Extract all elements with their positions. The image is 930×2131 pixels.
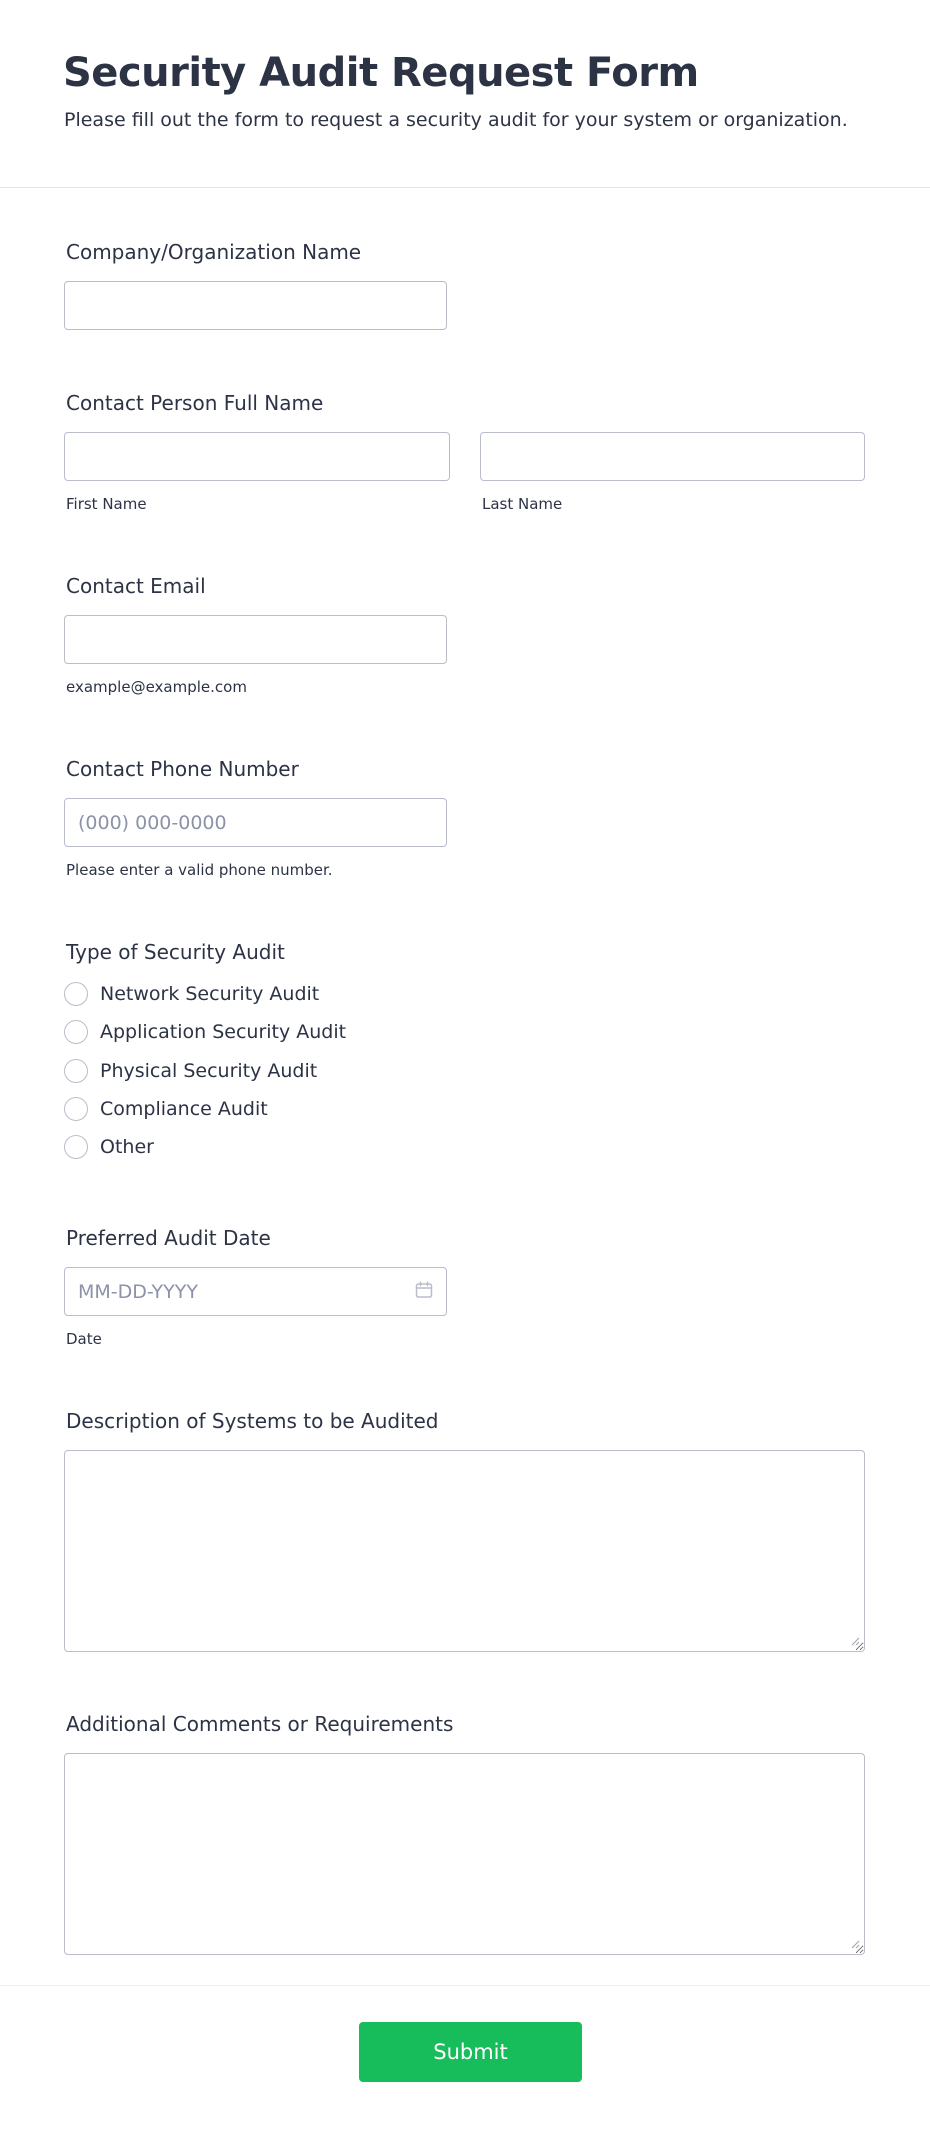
radio-option-label: Application Security Audit: [100, 1021, 347, 1043]
contact-phone-label: Contact Phone Number: [66, 757, 299, 781]
resize-handle-icon[interactable]: [850, 1939, 860, 1949]
audit-date-label: Preferred Audit Date: [66, 1226, 271, 1250]
last-name-sublabel: Last Name: [482, 495, 563, 513]
company-name-label: Company/Organization Name: [66, 240, 362, 264]
resize-handle-icon[interactable]: [850, 1636, 860, 1646]
radio-option-network[interactable]: [64, 980, 319, 1008]
additional-comments-label: Additional Comments or Requirements: [66, 1712, 454, 1736]
radio-option-label: Other: [100, 1136, 154, 1158]
first-name-input[interactable]: [64, 432, 450, 481]
contact-email-label: Contact Email: [66, 574, 206, 598]
contact-email-sublabel: example@example.com: [66, 678, 247, 696]
calendar-icon[interactable]: [415, 1281, 433, 1299]
first-name-sublabel: First Name: [66, 495, 147, 513]
systems-description-textarea[interactable]: [64, 1450, 865, 1652]
radio-button[interactable]: [64, 982, 88, 1006]
radio-option-other[interactable]: [64, 1133, 154, 1161]
radio-option-application[interactable]: [64, 1018, 346, 1046]
radio-option-physical[interactable]: [64, 1057, 317, 1085]
contact-phone-input[interactable]: [64, 798, 447, 847]
radio-button[interactable]: [64, 1097, 88, 1121]
radio-button[interactable]: [64, 1059, 88, 1083]
radio-button[interactable]: [64, 1135, 88, 1159]
systems-description-label: Description of Systems to be Audited: [66, 1409, 439, 1433]
form-header: [0, 0, 930, 188]
submit-button[interactable]: Submit: [359, 2022, 582, 2082]
contact-phone-sublabel: Please enter a valid phone number.: [66, 861, 333, 879]
audit-type-label: Type of Security Audit: [66, 940, 285, 964]
radio-button[interactable]: [64, 1020, 88, 1044]
radio-option-compliance[interactable]: [64, 1095, 268, 1123]
radio-option-label: Physical Security Audit: [100, 1060, 318, 1082]
additional-comments-textarea[interactable]: [64, 1753, 865, 1955]
page-title: Security Audit Request Form: [63, 50, 699, 96]
radio-option-label: Compliance Audit: [100, 1098, 268, 1120]
contact-email-input[interactable]: [64, 615, 447, 664]
audit-date-input[interactable]: [64, 1267, 447, 1316]
last-name-input[interactable]: [480, 432, 865, 481]
footer-divider: [0, 1985, 930, 1986]
page-subtitle: Please fill out the form to request a security audit for your system or organization.: [64, 109, 848, 131]
radio-option-label: Network Security Audit: [100, 983, 320, 1005]
company-name-input[interactable]: [64, 281, 447, 330]
audit-date-sublabel: Date: [66, 1330, 102, 1348]
contact-name-label: Contact Person Full Name: [66, 391, 324, 415]
